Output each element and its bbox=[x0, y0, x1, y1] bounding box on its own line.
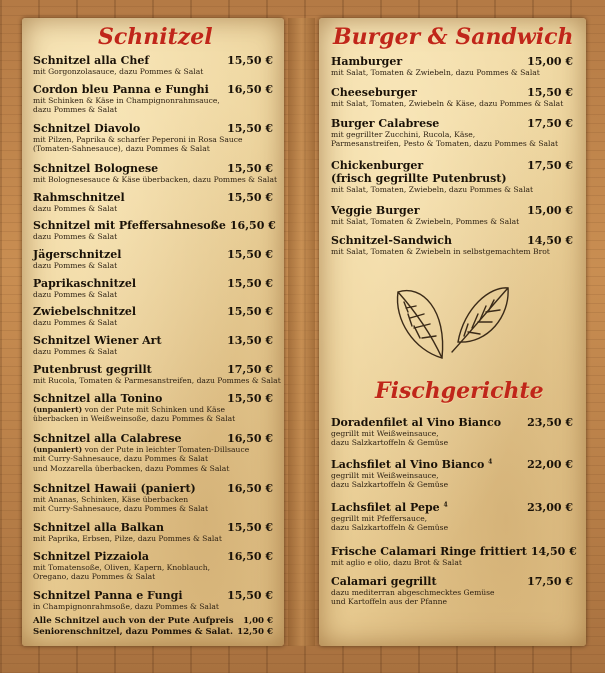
item-name bbox=[33, 482, 196, 495]
item-desc: mit Bolognesesauce & Käse überbacken, dazu Pommes & Salat bbox=[33, 175, 278, 184]
item-price: 15,50 € bbox=[227, 248, 273, 261]
allergen-marker: 4 bbox=[443, 501, 448, 509]
item-desc: gegrillt mit Weißweinsauce, bbox=[331, 471, 439, 480]
item-price: 15,00 € bbox=[527, 55, 573, 68]
item-desc bbox=[33, 445, 273, 454]
item-desc: dazu Salzkartoffeln & Gemüse bbox=[331, 438, 449, 448]
item-name: Frische Calamari Ringe frittiert bbox=[331, 545, 527, 558]
item-desc: dazu Salzkartoffeln & Gemüse bbox=[331, 523, 449, 533]
menu-item bbox=[331, 416, 573, 448]
item-name: Zwiebelschnitzel bbox=[33, 305, 137, 318]
item-price: 17,50 € bbox=[527, 159, 573, 172]
item-name: Paprikaschnitzel bbox=[33, 277, 137, 290]
menu-item bbox=[33, 277, 273, 299]
item-desc: dazu Pommes & Salat bbox=[33, 290, 118, 299]
item-desc: dazu mediterran abgeschmecktes Gemüse bbox=[331, 588, 495, 597]
burger-title: Burger & Sandwich bbox=[333, 24, 574, 50]
item-price: 15,50 € bbox=[227, 162, 273, 175]
item-name: Schnitzel Panna e Fungi bbox=[33, 589, 183, 602]
item-price: 16,50 € bbox=[227, 83, 273, 96]
item-name: Schnitzel Pizzaiola bbox=[33, 550, 150, 563]
menu-item bbox=[33, 589, 273, 611]
menu-item bbox=[331, 234, 573, 256]
schnitzel-footer bbox=[33, 616, 273, 638]
item-price: 23,00 € bbox=[527, 501, 573, 514]
menu-item bbox=[33, 482, 273, 514]
item-desc: dazu Pommes & Salat bbox=[33, 232, 118, 241]
item-desc: dazu Pommes & Salat bbox=[33, 261, 118, 270]
item-desc: in Champignonrahmsoße, dazu Pommes & Salat bbox=[33, 602, 219, 611]
menu-item bbox=[331, 458, 573, 490]
menu-item bbox=[33, 83, 273, 115]
item-desc: dazu Pommes & Salat bbox=[33, 347, 118, 356]
item-price: 15,50 € bbox=[227, 305, 273, 318]
footer-text: Seniorenschnitzel, dazu Pommes & Salat. bbox=[33, 627, 234, 637]
menu-item bbox=[33, 432, 273, 473]
menu-item bbox=[331, 575, 573, 607]
menu-item bbox=[33, 392, 273, 424]
item-desc: mit Rucola, Tomaten & Parmesanstreifen, dazu Pommes & Salat bbox=[33, 376, 281, 385]
item-price: 16,50 € bbox=[227, 550, 273, 563]
menu-item bbox=[33, 122, 273, 154]
item-desc: mit Tomatensoße, Oliven, Kapern, Knoblauch, bbox=[33, 563, 211, 572]
item-desc: Parmesanstreifen, Pesto & Tomaten, dazu Pommes & Salat bbox=[331, 139, 559, 149]
item-desc: mit aglio e olio, dazu Brot & Salat bbox=[331, 558, 462, 567]
item-name-suffix: (paniert) bbox=[136, 482, 196, 495]
menu-item bbox=[331, 159, 573, 194]
item-desc: mit Salat, Tomaten & Zwiebeln, dazu Pommes & Salat bbox=[331, 68, 540, 77]
item-name: Cordon bleu Panna e Funghi bbox=[33, 83, 209, 96]
item-name bbox=[331, 458, 492, 471]
item-desc: dazu Pommes & Salat bbox=[33, 204, 118, 213]
leaf-icon bbox=[392, 280, 512, 362]
item-price: 15,50 € bbox=[527, 86, 573, 99]
item-desc: (Tomaten-Sahnesauce), dazu Pommes & Salat bbox=[33, 144, 210, 154]
item-name: Burger Calabrese bbox=[331, 117, 440, 130]
item-price: 15,50 € bbox=[227, 122, 273, 135]
item-name: Schnitzel mit Pfeffersahnesoße bbox=[33, 219, 226, 232]
item-price: 17,50 € bbox=[527, 575, 573, 588]
item-desc bbox=[33, 405, 273, 414]
menu-item bbox=[331, 86, 573, 108]
footer-price: 12,50 € bbox=[237, 627, 273, 637]
footer-text: Alle Schnitzel auch von der Pute Aufpreis bbox=[33, 616, 234, 626]
item-price: 15,50 € bbox=[227, 191, 273, 204]
item-desc: mit gegrillter Zucchini, Rucola, Käse, bbox=[331, 130, 476, 139]
item-price: 15,00 € bbox=[527, 204, 573, 217]
menu-item bbox=[331, 55, 573, 77]
item-desc: mit Gorgonzolasauce, dazu Pommes & Salat bbox=[33, 67, 204, 76]
item-desc: mit Curry-Sahnesauce, dazu Pommes & Salat bbox=[33, 454, 208, 464]
item-name: Putenbrust gegrillt bbox=[33, 363, 152, 376]
item-desc: dazu Pommes & Salat bbox=[33, 318, 118, 327]
item-name: Cheeseburger bbox=[331, 86, 417, 99]
item-desc: mit Salat, Tomaten, Zwiebeln, dazu Pommes & Salat bbox=[331, 185, 534, 194]
schnitzel-title: Schnitzel bbox=[98, 24, 213, 50]
item-desc-text: von der Pute in leichter Tomaten-Dillsauce bbox=[82, 445, 250, 454]
item-price: 15,50 € bbox=[227, 392, 273, 405]
footer-price: 1,00 € bbox=[243, 616, 273, 626]
menu-item bbox=[33, 305, 273, 327]
item-desc: gegrillt mit Weißweinsauce, bbox=[331, 429, 439, 438]
item-note: (unpaniert) bbox=[33, 405, 83, 414]
item-desc: mit Ananas, Schinken, Käse überbacken bbox=[33, 495, 189, 504]
item-price: 16,50 € bbox=[229, 219, 276, 232]
menu-item bbox=[331, 117, 573, 149]
item-desc: mit Schinken & Käse in Champignonrahmsauce, bbox=[33, 96, 220, 105]
item-desc: überbacken in Weißweinsoße, dazu Pommes & Salat bbox=[33, 414, 236, 424]
menu-item bbox=[331, 204, 573, 226]
item-name: Hamburger bbox=[331, 55, 403, 68]
item-name: Jägerschnitzel bbox=[33, 248, 122, 261]
menu-item bbox=[331, 501, 573, 533]
menu-item bbox=[33, 248, 273, 270]
menu-item bbox=[33, 54, 273, 76]
item-price: 15,50 € bbox=[227, 521, 273, 534]
item-desc: mit Curry-Sahnesauce, dazu Pommes & Salat bbox=[33, 504, 208, 514]
menu-item bbox=[33, 219, 276, 241]
item-name: Schnitzel-Sandwich bbox=[331, 234, 452, 247]
fisch-title: Fischgerichte bbox=[375, 378, 544, 404]
item-name: Rahmschnitzel bbox=[33, 191, 125, 204]
item-subname: (frisch gegrillte Putenbrust) bbox=[331, 172, 507, 185]
item-name: Calamari gegrillt bbox=[331, 575, 437, 588]
item-desc: gegrillt mit Pfeffersauce, bbox=[331, 514, 428, 523]
menu-item bbox=[33, 334, 273, 356]
item-price: 16,50 € bbox=[227, 482, 273, 495]
item-name: Veggie Burger bbox=[331, 204, 420, 217]
item-price: 14,50 € bbox=[530, 545, 577, 558]
item-price: 14,50 € bbox=[527, 234, 573, 247]
item-price: 16,50 € bbox=[227, 432, 273, 445]
item-desc: mit Pilzen, Paprika & scharfer Peperoni in Rosa Sauce bbox=[33, 135, 243, 144]
item-desc: dazu Salzkartoffeln & Gemüse bbox=[331, 480, 449, 490]
item-note: (unpaniert) bbox=[33, 445, 83, 454]
menu-item bbox=[33, 162, 278, 184]
item-name: Schnitzel Diavolo bbox=[33, 122, 141, 135]
menu-item bbox=[33, 521, 273, 543]
menu-item bbox=[33, 191, 273, 213]
item-name: Schnitzel Wiener Art bbox=[33, 334, 162, 347]
allergen-marker: 4 bbox=[488, 458, 493, 466]
item-desc: mit Salat, Tomaten & Zwiebeln in selbstgemachtem Brot bbox=[331, 247, 550, 256]
item-price: 15,50 € bbox=[227, 277, 273, 290]
item-desc: und Mozzarella überbacken, dazu Pommes & Salat bbox=[33, 463, 230, 473]
item-desc: mit Salat, Tomaten, Zwiebeln & Käse, dazu Pommes & Salat bbox=[331, 99, 564, 108]
menu-item bbox=[33, 363, 281, 385]
item-name: Schnitzel alla Calabrese bbox=[33, 432, 182, 445]
item-name-text: Lachsfilet al Pepe bbox=[331, 501, 440, 514]
item-name-text: Schnitzel Hawaii bbox=[33, 482, 137, 495]
item-name: Schnitzel alla Tonino bbox=[33, 392, 163, 405]
item-name: Schnitzel Bolognese bbox=[33, 162, 159, 175]
item-desc: und Kartoffeln aus der Pfanne bbox=[331, 597, 447, 607]
menu-spine bbox=[288, 18, 315, 646]
item-price: 22,00 € bbox=[527, 458, 573, 471]
item-price: 15,50 € bbox=[227, 589, 273, 602]
item-desc-text: von der Pute mit Schinken und Käse bbox=[82, 405, 225, 414]
item-name-text: Lachsfilet al Vino Bianco bbox=[331, 458, 485, 471]
item-name: Schnitzel alla Chef bbox=[33, 54, 150, 67]
item-desc: mit Paprika, Erbsen, Pilze, dazu Pommes & Salat bbox=[33, 534, 222, 543]
item-name: Chickenburger bbox=[331, 159, 424, 172]
item-name: Schnitzel alla Balkan bbox=[33, 521, 164, 534]
item-price: 23,50 € bbox=[527, 416, 573, 429]
item-desc: Oregano, dazu Pommes & Salat bbox=[33, 572, 156, 582]
schnitzel-panel bbox=[22, 18, 284, 646]
item-name bbox=[331, 501, 448, 514]
item-desc: dazu Pommes & Salat bbox=[33, 105, 118, 115]
item-name: Doradenfilet al Vino Bianco bbox=[331, 416, 502, 429]
item-desc: mit Salat, Tomaten & Zwiebeln, Pommes & Salat bbox=[331, 217, 520, 226]
menu-item bbox=[331, 545, 577, 567]
burger-fisch-panel bbox=[319, 18, 586, 646]
item-price: 17,50 € bbox=[527, 117, 573, 130]
menu-item bbox=[33, 550, 273, 582]
item-price: 13,50 € bbox=[227, 334, 273, 347]
item-price: 17,50 € bbox=[227, 363, 273, 376]
item-price: 15,50 € bbox=[227, 54, 273, 67]
